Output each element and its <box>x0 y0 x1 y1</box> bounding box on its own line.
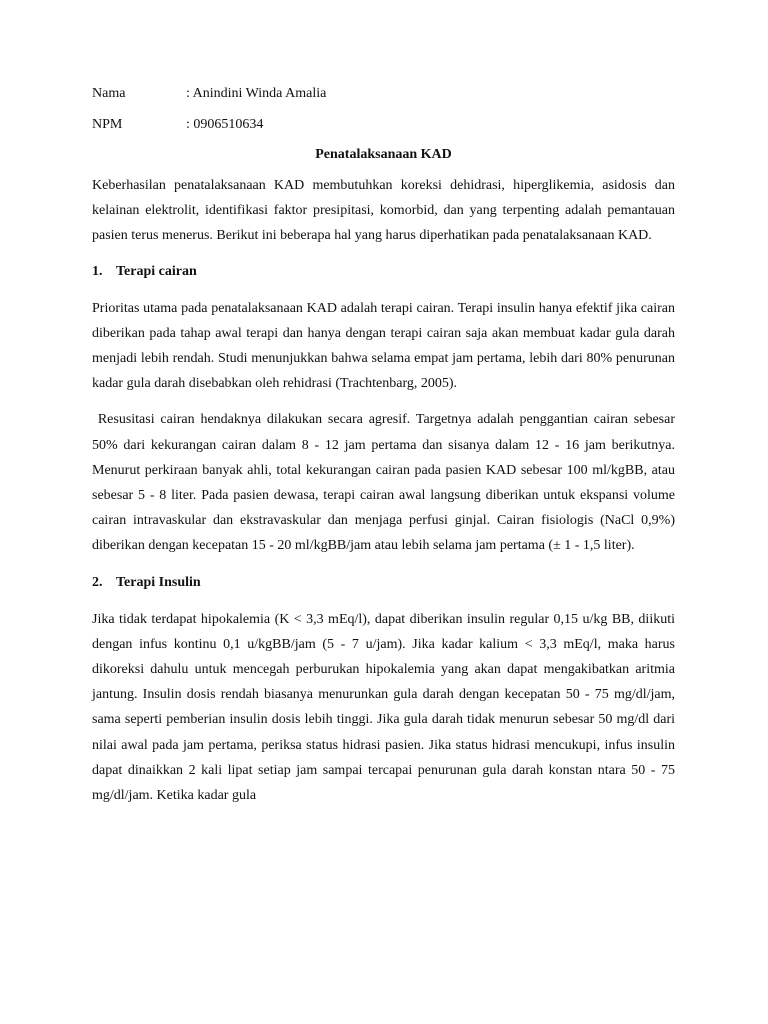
section-title: Terapi cairan <box>116 263 197 279</box>
terapi-cairan-paragraph-1: Prioritas utama pada penatalaksanaan KAD adalah terapi cairan. Terapi insulin hanya efektif jika cairan diberikan pada tahap awal terapi dan hanya dengan terapi cairan saja akan membuat kadar gula darah menjadi lebih rendah. Studi menunjukkan bahwa selama empat jam pertama, lebih dari 80% penurunan kadar gula darah disebabkan oleh rehidrasi (Trachtenbarg, 2005). <box>92 300 675 392</box>
section-heading-terapi-cairan <box>92 261 675 283</box>
section-number: 2. <box>92 574 103 590</box>
document-page <box>92 84 675 808</box>
section-number: 1. <box>92 263 103 279</box>
document-title: Penatalaksanaan KAD <box>315 147 452 162</box>
intro-paragraph: Keberhasilan penatalaksanaan KAD membutuhkan koreksi dehidrasi, hiperglikemia, asidosis dan kelainan elektrolit, identifikasi faktor presipitasi, komorbid, dan yang terpenting adalah pemantauan pasien terus menerus. Berikut ini beberapa hal yang harus diperhatikan pada penatalaksanaan KAD. <box>92 178 675 244</box>
terapi-insulin-paragraph-1: Jika tidak terdapat hipokalemia (K < 3,3 mEq/l), dapat diberikan insulin regular 0,15 u/kg BB, diikuti dengan infus kontinu 0,1 u/kgBB/jam (5 - 7 u/jam). Jika kadar kalium < 3,3 mEq/l, maka harus dikoreksi dahulu untuk mencegah perburukan hipokalemia yang akan dapat mengakibatkan aritmia jantung. Insulin dosis rendah biasanya menurunkan gula darah dengan kecepatan 50 - 75 mg/dl/jam, sama seperti pemberian insulin dosis lebih tinggi. Jika gula darah tidak menurun sebesar 50 mg/dl dari nilai awal pada jam pertama, periksa status hidrasi pasien. Jika status hidrasi mencukupi, infus insulin dapat dinaikkan 2 kali lipat setiap jam sampai tercapai penurunan gula darah konstan ntara 50 - 75 mg/dl/jam. Ketika kadar gula <box>92 611 675 804</box>
npm-value: : 0906510634 <box>186 117 264 132</box>
name-label: Nama <box>92 86 126 101</box>
npm-row <box>92 115 675 135</box>
npm-label: NPM <box>92 117 123 132</box>
terapi-cairan-paragraph-2-text: Resusitasi cairan hendaknya dilakukan secara agresif. Targetnya adalah penggantian cairan sebesar 50% dari kekurangan cairan dalam 8 - 12 jam pertama dan sisanya dalam 12 - 16 jam berikutnya. Menurut perkiraan banyak ahli, total kekurangan cairan pada pasien KAD sebesar 100 ml/kgBB, atau sebesar 5 - 8 liter. Pada pasien dewasa, terapi cairan awal langsung diberikan untuk ekspansi volume cairan intravaskular dan ekstravaskular dan menjaga perfusi ginjal. Cairan fisiologis (NaCl 0,9%) diberikan dengan kecepatan 15 - 20 ml/kgBB/jam atau lebih selama jam pertama (± 1 - 1,5 liter). <box>92 412 676 554</box>
section-heading-terapi-insulin <box>92 572 675 594</box>
section-title: Terapi Insulin <box>116 574 201 590</box>
terapi-cairan-paragraph-2 <box>92 407 675 558</box>
name-value: : Anindini Winda Amalia <box>186 86 327 101</box>
name-row <box>92 84 675 104</box>
